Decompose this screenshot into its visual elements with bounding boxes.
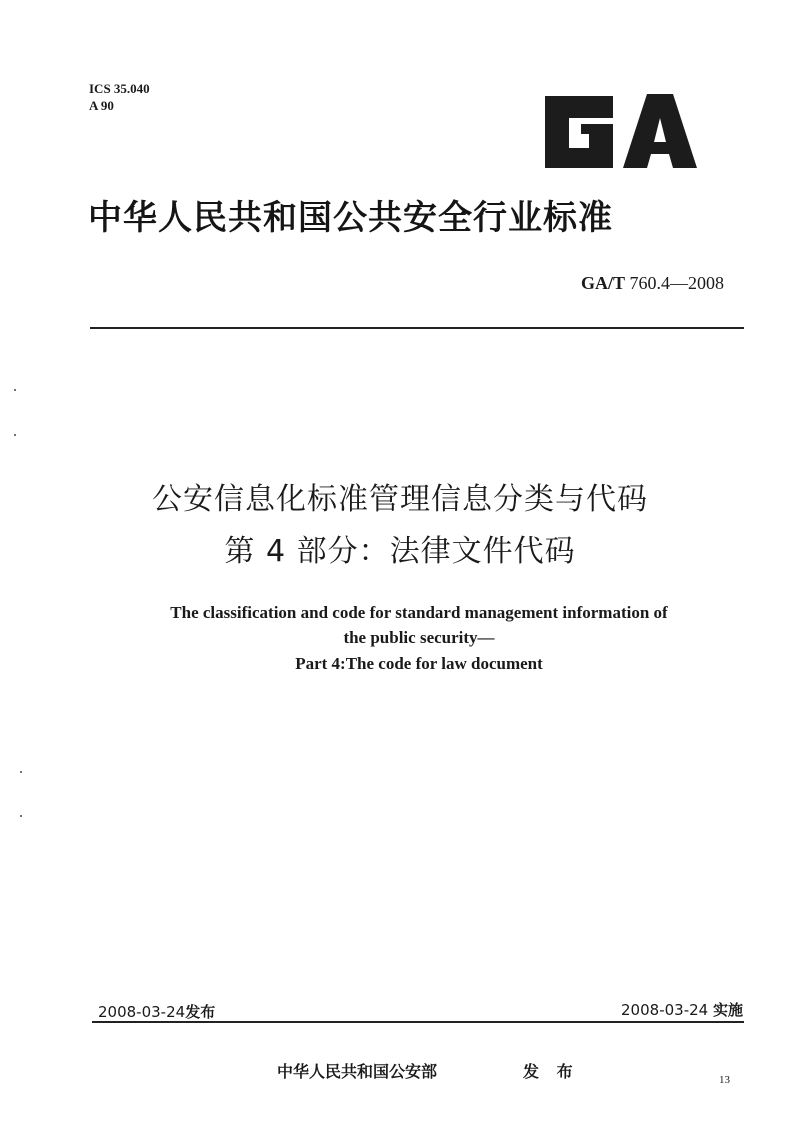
document-title-cn-line1: 公安信息化标准管理信息分类与代码 <box>152 482 648 517</box>
implementation-date-label: 实施 <box>712 1001 743 1019</box>
publish-label: 发 布 <box>523 1062 579 1081</box>
page-number: 13 <box>719 1074 730 1086</box>
ics-code: ICS 35.040 <box>89 81 150 96</box>
document-title-cn-line2: 第 4 部分：法律文件代码 <box>224 534 576 569</box>
issue-date <box>98 1002 215 1022</box>
ccs-code: A 90 <box>89 98 114 113</box>
issue-date-value: 2008-03-24 <box>98 1003 186 1021</box>
standard-number <box>581 272 724 294</box>
ga-logo <box>543 90 698 170</box>
issue-date-label: 发布 <box>185 1003 216 1021</box>
document-title-en-line3: Part 4:The code for law document <box>295 654 543 673</box>
top-divider <box>90 327 744 329</box>
implementation-date-value: 2008-03-24 <box>621 1001 709 1019</box>
standard-category-title: 中华人民共和国公共安全行业标准 <box>88 198 613 238</box>
scan-speck <box>20 771 22 773</box>
implementation-date <box>621 1000 743 1020</box>
document-title-en-line2: the public security— <box>343 628 495 647</box>
scan-speck <box>14 389 16 391</box>
publisher-name: 中华人民共和国公安部 <box>277 1062 438 1081</box>
document-title-en-line1: The classification and code for standard management information of <box>170 603 668 622</box>
standard-number-body: 760.4—2008 <box>629 273 724 293</box>
scan-speck <box>20 815 22 817</box>
classification-codes <box>89 80 150 114</box>
standard-number-prefix: GA/T <box>580 273 625 293</box>
bottom-divider <box>92 1021 744 1023</box>
scan-speck <box>14 434 16 436</box>
